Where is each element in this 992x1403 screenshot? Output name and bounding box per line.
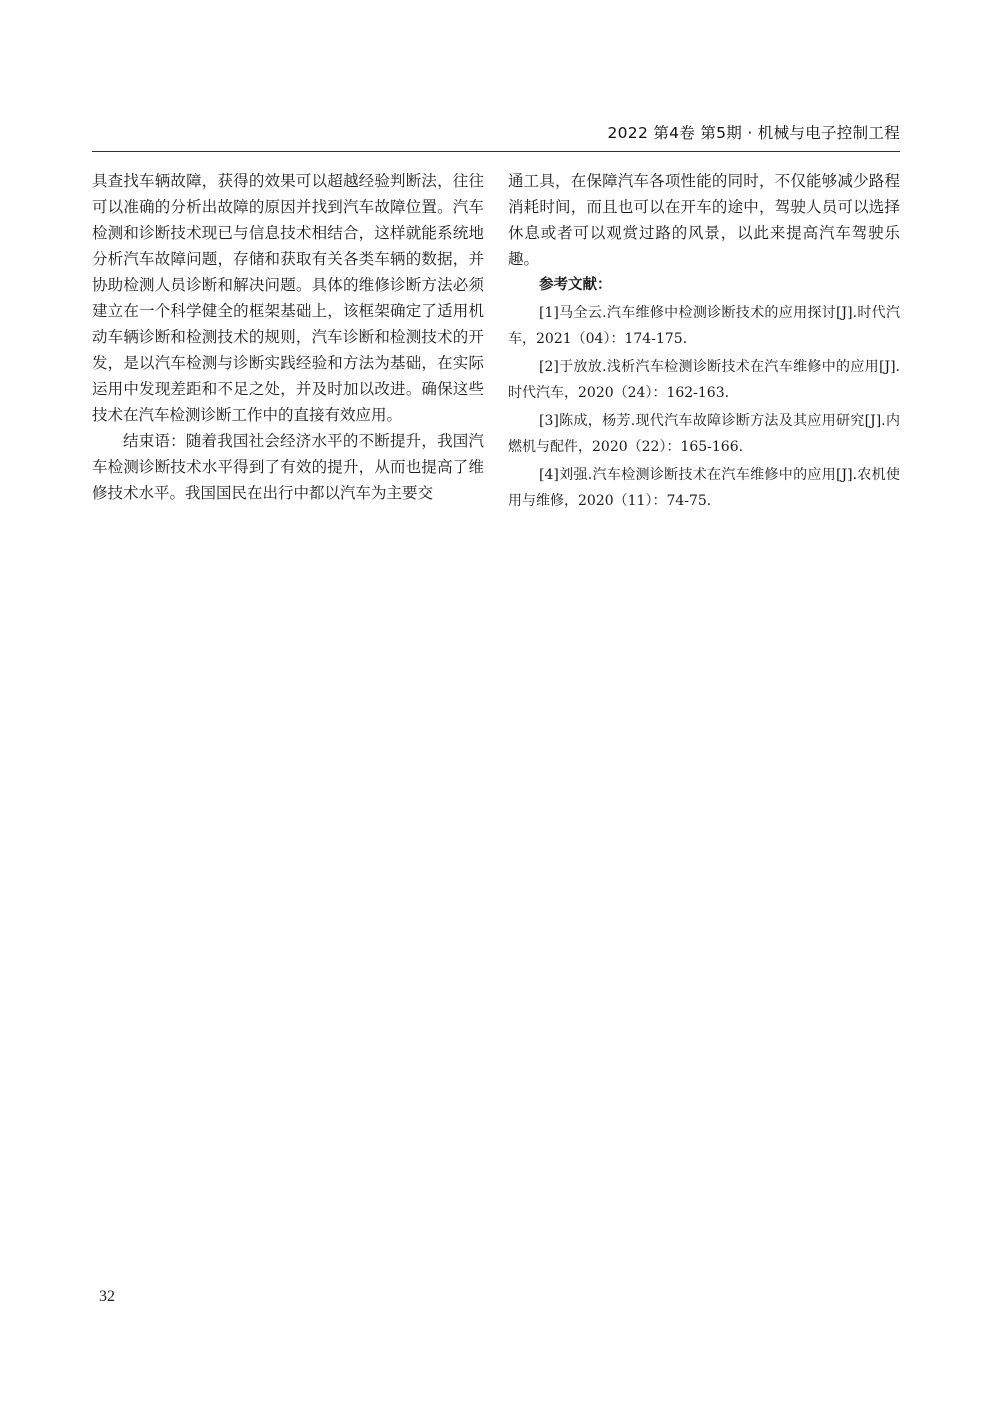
continuation-paragraph: 通工具，在保障汽车各项性能的同时，不仅能够减少路程消耗时间，而且也可以在开车的途中，驾驶人员可以选择休息或者可以观赏过路的风景，以此来提高汽车驾驶乐趣。 <box>508 172 900 268</box>
running-header: 2022 第4卷 第5期 · 机械与电子控制工程 <box>607 124 900 142</box>
body-paragraph: 具查找车辆故障，获得的效果可以超越经验判断法，往往可以准确的分析出故障的原因并找到汽车故障位置。汽车检测和诊断技术现已与信息技术相结合，这样就能系统地分析汽车故障问题，存储和获取有关各类车辆的数据，并协助检测人员诊断和解决问题。具体的维修诊断方法必须建立在一个科学健全的框架基础上，该框架确定了适用机动车辆诊断和检测技术的规则，汽车诊断和检测技术的开发，是以汽车检测与诊断实践经验和方法为基础，在实际运用中发现差距和不足之处，并及时加以改进。确保这些技术在汽车检测诊断工作中的直接有效应用。 <box>92 172 484 424</box>
page-number: 32 <box>99 1288 115 1305</box>
header-divider <box>92 151 900 152</box>
conclusion-paragraph: 结束语：随着我国社会经济水平的不断提升，我国汽车检测诊断技术水平得到了有效的提升，从而也提高了维修技术水平。我国国民在出行中都以汽车为主要交 <box>92 432 484 502</box>
references-heading: 参考文献： <box>539 277 612 293</box>
reference-item: [1]马全云.汽车维修中检测诊断技术的应用探讨[J].时代汽车，2021（04）：174-175. <box>508 305 900 347</box>
left-column <box>92 168 484 506</box>
reference-item: [3]陈成，杨芳.现代汽车故障诊断方法及其应用研究[J].内燃机与配件，2020（22）：165-166. <box>508 413 900 455</box>
right-column <box>508 168 900 514</box>
reference-item: [2]于放放.浅析汽车检测诊断技术在汽车维修中的应用[J].时代汽车，2020（24）：162-163. <box>508 359 900 401</box>
reference-item: [4]刘强.汽车检测诊断技术在汽车维修中的应用[J].农机使用与维修，2020（11）：74-75. <box>508 467 900 509</box>
